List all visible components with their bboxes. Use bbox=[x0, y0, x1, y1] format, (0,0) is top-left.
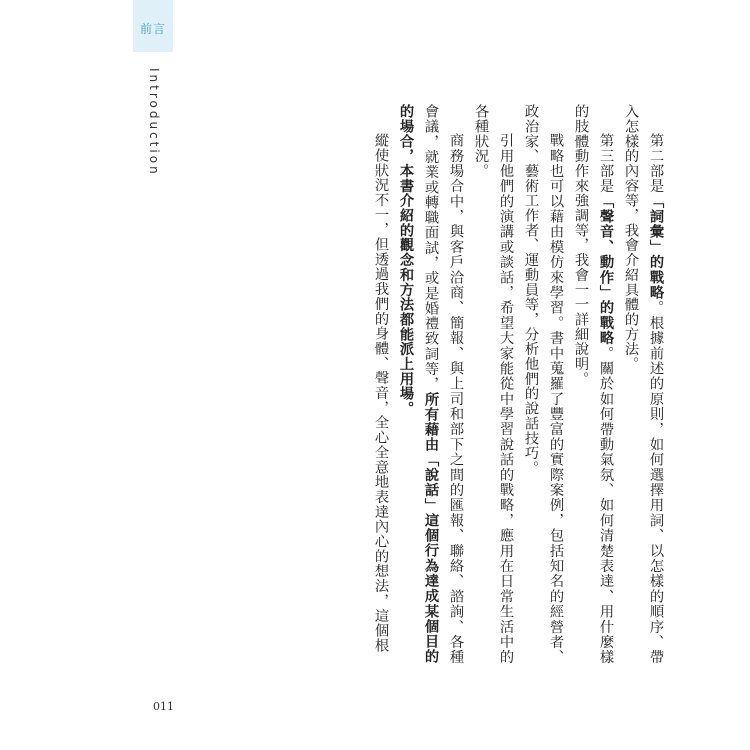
paragraph-imitation: 戰略也可以藉由模仿來學習。書中蒐羅了豐富的實際案例，包括知名的經營者、政治家、藝術工作者、運動員等，分析他們的說話技巧。 bbox=[523, 104, 564, 664]
page-number: 011 bbox=[153, 700, 174, 713]
paragraph-business-emphasis: 所有藉由「說話」這個行為達成某個目的的場合，本書介紹的觀念和方法都能派上用場。 bbox=[398, 104, 439, 664]
paragraph-part-three-emphasis: 「聲音、動作」的戰略 bbox=[598, 193, 614, 346]
chapter-tab-label: 前言 bbox=[139, 22, 166, 36]
paragraph-part-three-lead: 第三部是 bbox=[598, 132, 614, 194]
chapter-tab bbox=[133, 0, 173, 52]
paragraph-business bbox=[393, 104, 468, 664]
paragraph-closing: 縱使狀況不一，但透過我們的身體、聲音，全心全意地表達內心的想法，這個根 bbox=[373, 132, 389, 653]
paragraph-part-two-emphasis: 「詞彙」的戰略 bbox=[648, 193, 664, 300]
paragraph-part-two bbox=[618, 104, 668, 664]
paragraph-part-three-rest: 。關於如何帶動氣氛、如何清楚表達、用什麼樣的肢體動作來強調等，我會一一詳細說明。 bbox=[573, 104, 614, 664]
paragraph-part-three bbox=[568, 104, 618, 664]
paragraph-part-two-rest: 。根據前述的原則，如何選擇用詞、以怎樣的順序、帶入怎樣的內容等，我會介紹具體的方法。 bbox=[623, 104, 664, 664]
paragraph-quotes: 引用他們的演講或談話，希望大家能從中學習說話的戰略，應用在日常生活中的各種狀況。 bbox=[473, 104, 514, 664]
paragraph-part-two-lead: 第二部是 bbox=[648, 132, 664, 194]
running-head: Introduction bbox=[147, 68, 161, 177]
body-text bbox=[218, 104, 668, 664]
paragraph-business-lead: 商務場合中，與客戶洽商、簡報、與上司和部下之間的匯報、聯絡、諮詢、各種會議，就業或轉職面試，或是婚禮致詞等， bbox=[423, 104, 464, 664]
